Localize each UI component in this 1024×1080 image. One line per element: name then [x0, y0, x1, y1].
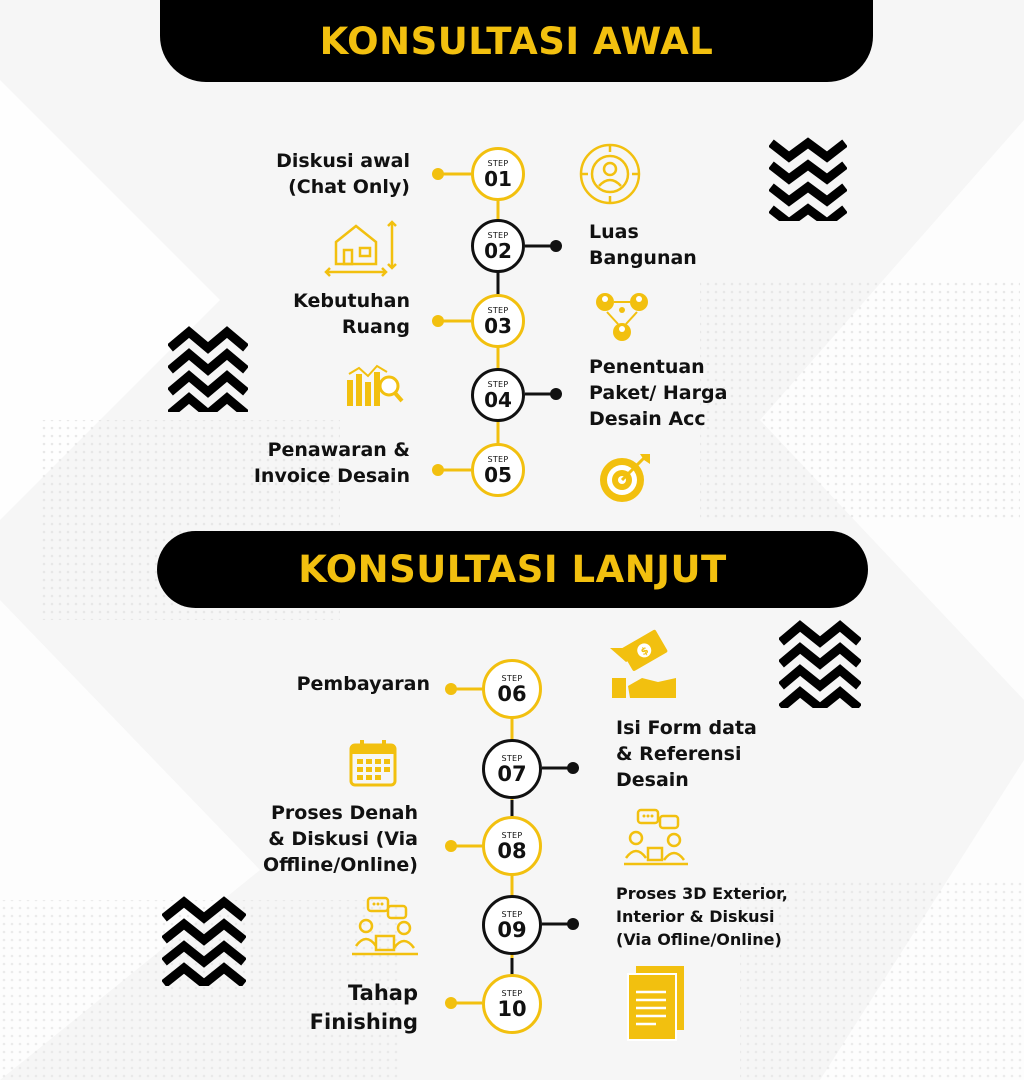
- label-line: Penawaran &: [267, 439, 410, 461]
- step-word: STEP: [501, 673, 523, 683]
- label-line: Kebutuhan: [293, 290, 410, 312]
- label-line: Proses Denah: [271, 802, 418, 824]
- label-line: Proses 3D Exterior,: [616, 884, 788, 903]
- svg-text:$: $: [639, 645, 651, 659]
- step-label-06: [230, 671, 430, 697]
- step-number: 04: [484, 387, 512, 412]
- step-label-03: [210, 288, 410, 340]
- label-line: (Via Ofline/Online): [616, 930, 782, 949]
- label-line: Luas: [589, 221, 639, 243]
- step-number: 02: [484, 238, 512, 263]
- label-line: Tahap: [348, 981, 418, 1005]
- step-label-08: [218, 800, 418, 878]
- step-circle-03: [471, 294, 525, 348]
- document-icon: [626, 964, 688, 1042]
- step-label-09: [616, 882, 816, 951]
- step-circle-01: [471, 147, 525, 201]
- label-line: Ruang: [341, 316, 410, 338]
- label-line: Invoice Desain: [253, 465, 410, 487]
- label-line: Interior & Diskusi: [616, 907, 775, 926]
- label-line: & Diskusi (Via: [268, 828, 418, 850]
- step-circle-04: [471, 368, 525, 422]
- people-network-icon: [593, 292, 651, 344]
- step-label-01: [210, 148, 410, 200]
- label-line: Bangunan: [589, 247, 697, 269]
- step-circle-02: [471, 219, 525, 273]
- step-number: 03: [484, 313, 512, 338]
- step-circle-06: [482, 659, 542, 719]
- step-word: STEP: [501, 909, 523, 919]
- section-title: KONSULTASI AWAL: [319, 19, 714, 63]
- step-label-04: [589, 354, 789, 432]
- step-word: STEP: [501, 988, 523, 998]
- step-label-07: [616, 715, 816, 793]
- step-word: STEP: [487, 305, 509, 315]
- label-line: & Referensi: [616, 743, 742, 765]
- label-line: Paket/ Harga: [589, 382, 728, 404]
- chart-search-icon: [345, 364, 405, 408]
- step-circle-08: [482, 816, 542, 876]
- target-icon: [598, 452, 652, 504]
- section-title: KONSULTASI LANJUT: [298, 548, 727, 591]
- step-number: 07: [497, 761, 527, 786]
- discussion-icon: [350, 896, 420, 958]
- house-dimension-icon: [320, 218, 402, 280]
- step-label-05: [210, 437, 410, 489]
- step-number: 06: [497, 681, 527, 706]
- step-number: 08: [497, 838, 527, 863]
- step-word: STEP: [501, 830, 523, 840]
- step-circle-10: [482, 974, 542, 1034]
- step-word: STEP: [487, 454, 509, 464]
- label-line: Desain: [616, 769, 689, 791]
- step-word: STEP: [501, 753, 523, 763]
- meeting-icon: [622, 808, 690, 870]
- money-hand-icon: [608, 628, 680, 702]
- label-line: Isi Form data: [616, 717, 757, 739]
- label-line: Finishing: [309, 1010, 418, 1034]
- label-line: Diskusi awal: [276, 150, 410, 172]
- step-number: 01: [484, 166, 512, 191]
- calendar-icon: [348, 738, 398, 788]
- step-word: STEP: [487, 158, 509, 168]
- step-number: 09: [497, 917, 527, 942]
- label-line: Penentuan: [589, 356, 705, 378]
- step-label-10: [218, 979, 418, 1037]
- step-circle-09: [482, 895, 542, 955]
- label-line: Desain Acc: [589, 408, 706, 430]
- step-number: 10: [497, 996, 527, 1021]
- step-word: STEP: [487, 379, 509, 389]
- step-number: 05: [484, 462, 512, 487]
- step-circle-05: [471, 443, 525, 497]
- label-line: Offline/Online): [262, 854, 418, 876]
- step-word: STEP: [487, 230, 509, 240]
- step-label-02: [589, 219, 789, 271]
- step-circle-07: [482, 739, 542, 799]
- label-line: Pembayaran: [296, 673, 430, 695]
- user-focus-icon: [578, 142, 642, 206]
- label-line: (Chat Only): [288, 176, 410, 198]
